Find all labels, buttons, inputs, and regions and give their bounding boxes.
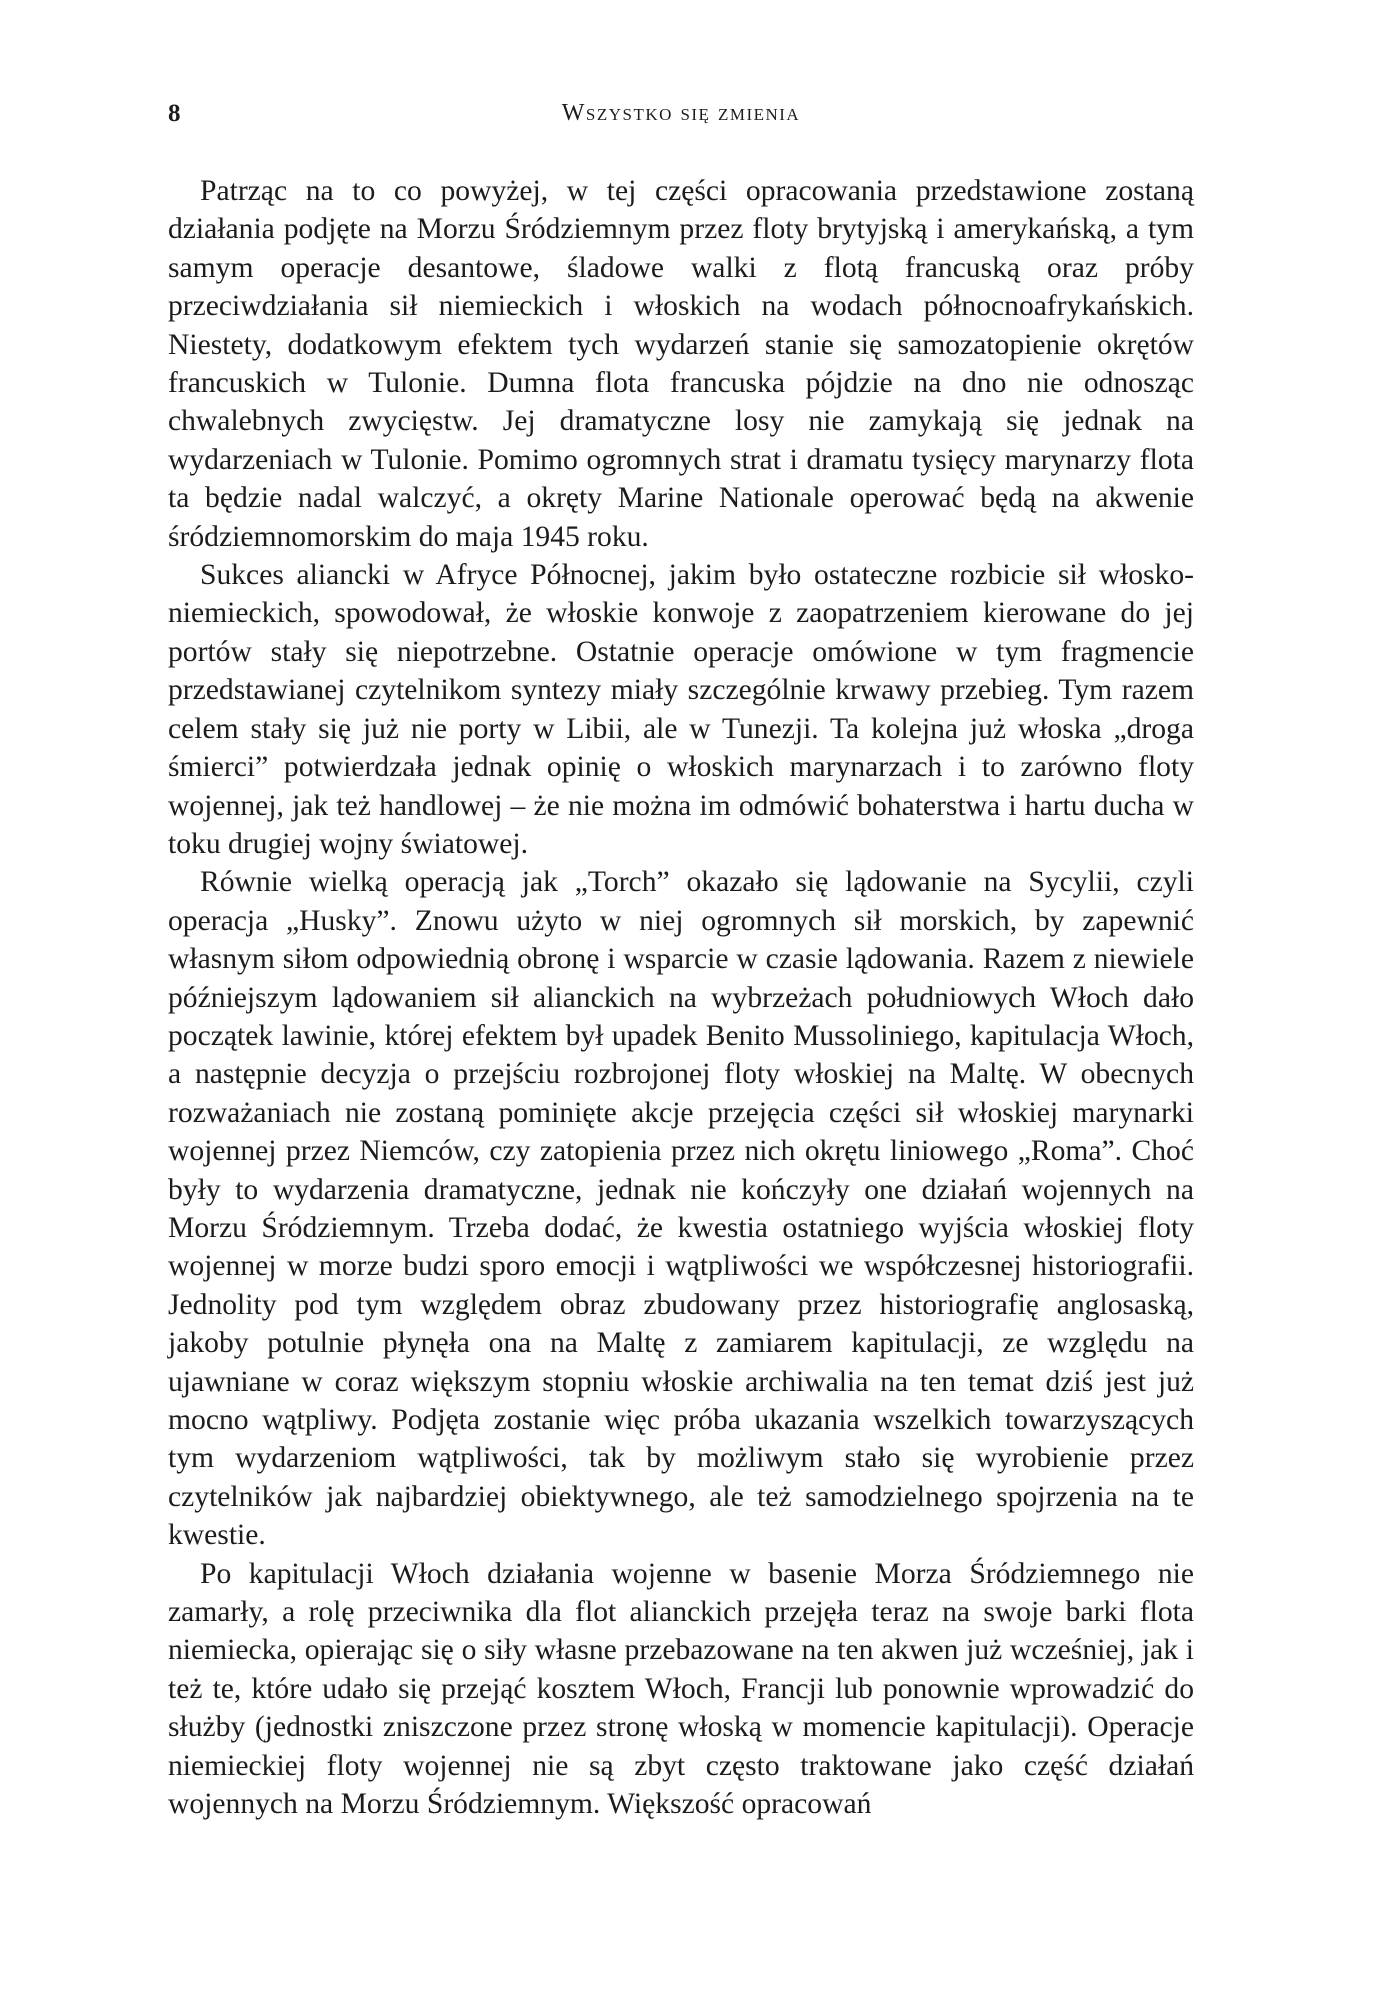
paragraph-4: Po kapitulacji Włoch działania wojenne w basenie Morza Śródziemnego nie zamarły, a rolę przeciwnika dla flot alianckich przejęła teraz na swoje barki flota niemiecka, opierając się o siły własne przebazowane na ten akwen już wcześniej, jak i też te, które udało się przejąć kosztem Włoch, Francji lub ponownie wprowadzić do służby (jednostki zniszczone przez stronę włoską w momencie kapitulacji). Operacje niemieckiej floty wojennej nie są zbyt często traktowane jako część działań wojennych na Morzu Śródziemnym. Większość opracowań bbox=[168, 1557, 1194, 1821]
running-title: Wszystko się zmienia bbox=[561, 100, 801, 126]
paragraph-1: Patrząc na to co powyżej, w tej części opracowania przedstawione zostaną działania podjęte na Morzu Śródziemnym przez floty brytyjską i amerykańską, a tym samym operacje desantowe, śladowe walki z flotą francuską oraz próby przeciwdziałania sił niemieckich i włoskich na wodach północnoafrykańskich. Niestety, dodatkowym efektem tych wydarzeń stanie się samozatopienie okrętów francuskich w Tulonie. Dumna flota francuska pójdzie na dno nie odnosząc chwalebnych zwycięstw. Jej dramatyczne losy nie zamykają się jednak na wydarzeniach w Tulonie. Pomimo ogromnych strat i dramatu tysięcy marynarzy flota ta będzie nadal walczyć, a okręty Marine Nationale operować będą na akwenie śródziemnomorskim do maja 1945 roku. bbox=[168, 175, 1194, 553]
paragraph-2: Sukces aliancki w Afryce Północnej, jakim było ostateczne rozbicie sił włosko-niemieckich, spowodował, że włoskie konwoje z zaopatrzeniem kierowane do jej portów stały się niepotrzebne. Ostatnie operacje omówione w tym fragmencie przedstawianej czytelnikom syntezy miały szczególnie krwawy przebieg. Tym razem celem stały się już nie porty w Libii, ale w Tunezji. Ta kolejna już włoska „droga śmierci” potwierdzała jednak opinię o włoskich marynarzach i to zarówno floty wojennej, jak też handlowej – że nie można im odmówić bohaterstwa i hartu ducha w toku drugiej wojny światowej. bbox=[168, 559, 1194, 860]
page-number: 8 bbox=[168, 100, 181, 127]
paragraph-3: Równie wielką operacją jak „Torch” okazało się lądowanie na Sycylii, czyli operacja „Husky”. Znowu użyto w niej ogromnych sił morskich, by zapewnić własnym siłom odpowiednią obronę i wsparcie w czasie lądowania. Razem z niewiele późniejszym lądowaniem sił alianckich na wybrzeżach południowych Włoch dało początek lawinie, której efektem był upadek Benito Mussoliniego, kapitulacja Włoch, a następnie decyzja o przejściu rozbrojonej floty włoskiej na Maltę. W obecnych rozważaniach nie zostaną pominięte akcje przejęcia części sił włoskiej marynarki wojennej przez Niemców, czy zatopienia przez nich okrętu liniowego „Roma”. Choć były to wydarzenia dramatyczne, jednak nie kończyły one działań wojennych na Morzu Śródziemnym. Trzeba dodać, że kwestia ostatniego wyjścia włoskiej floty wojennej w morze budzi sporo emocji i wątpliwości we współczesnej historiografii. Jednolity pod tym względem obraz zbudowany przez historiografię anglosaską, jakoby potulnie płynęła ona na Maltę z zamiarem kapitulacji, ze względu na ujawniane w coraz większym stopniu włoskie archiwalia na ten temat dziś jest już mocno wątpliwy. Podjęta zostanie więc próba ukazania wszelkich towarzyszących tym wydarzeniom wątpliwości, tak by możliwym stało się wyrobienie przez czytelników jak najbardziej obiektywnego, ale też samodzielnego spojrzenia na te kwestie. bbox=[168, 866, 1194, 1552]
running-head bbox=[168, 100, 1194, 140]
body-text bbox=[168, 172, 1194, 1823]
